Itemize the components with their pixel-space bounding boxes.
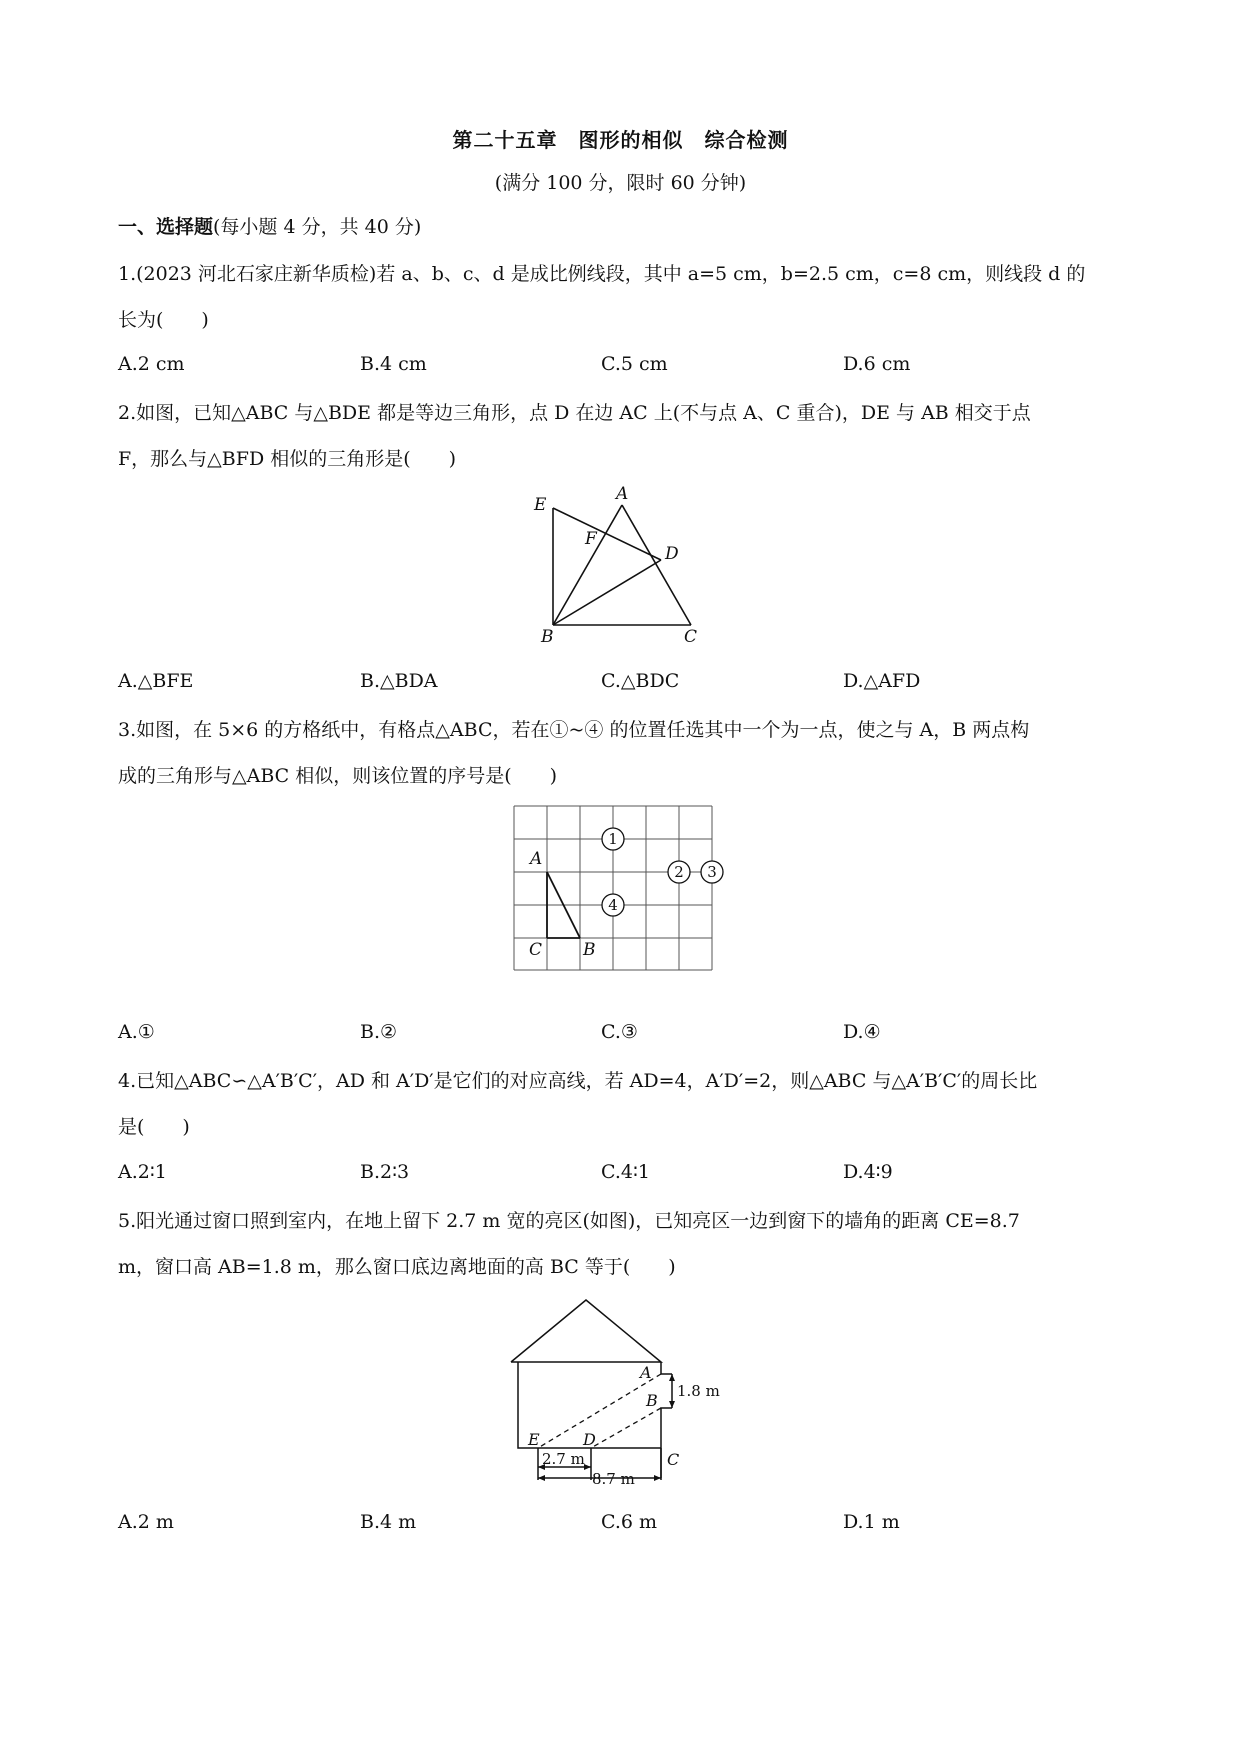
- label-E: E: [534, 495, 547, 515]
- q2-text-line1: 2.如图，已知△ABC 与△BDE 都是等边三角形，点 D 在边 AC 上(不与点 A、C 重合)，DE 与 AB 相交于点: [118, 402, 1031, 424]
- window-top-wall: [661, 1362, 672, 1374]
- q5-option-c: C.6 m: [601, 1511, 658, 1533]
- marker-3-number: 3: [707, 863, 717, 881]
- q4-option-b: B.2∶3: [360, 1161, 410, 1183]
- segment-AC: [622, 505, 691, 625]
- label-A: A: [616, 484, 629, 504]
- label-window-height: 1.8 m: [677, 1382, 720, 1400]
- q5-text-line2: m，窗口高 AB=1.8 m，那么窗口底边离地面的高 BC 等于( ): [118, 1256, 676, 1278]
- q2-option-c: C.△BDC: [601, 670, 680, 692]
- label-D: D: [665, 544, 679, 564]
- label-ce-distance: 8.7 m: [592, 1470, 635, 1488]
- label-C: C: [667, 1450, 680, 1469]
- q4-option-a: A.2∶1: [118, 1161, 167, 1183]
- q4-option-d: D.4∶9: [843, 1161, 893, 1183]
- q2-text-line2: F，那么与△BFD 相似的三角形是( ): [118, 448, 457, 470]
- q5-option-d: D.1 m: [843, 1511, 900, 1533]
- label-bright-zone: 2.7 m: [542, 1450, 585, 1468]
- label-B: B: [583, 940, 596, 960]
- q5-house-figure: [500, 1292, 745, 1492]
- light-ray-top: [538, 1374, 661, 1448]
- segment-ED: [553, 508, 661, 560]
- section-title: 一、选择题: [118, 216, 214, 238]
- q3-text-line1: 3.如图，在 5×6 的方格纸中，有格点△ABC，若在①~④ 的位置任选其中一个为一点，使之与 A，B 两点构: [118, 719, 1030, 741]
- q2-option-b: B.△BDA: [360, 670, 438, 692]
- segment-BA: [553, 505, 622, 625]
- q1-option-b: B.4 cm: [360, 353, 427, 375]
- label-A: A: [640, 1363, 652, 1382]
- q5-option-b: B.4 m: [360, 1511, 417, 1533]
- q3-text-line2: 成的三角形与△ABC 相似，则该位置的序号是( ): [118, 765, 558, 787]
- label-B: B: [541, 627, 554, 647]
- q3-option-b: B.②: [360, 1021, 398, 1043]
- q1-text-line2: 长为( ): [118, 309, 209, 331]
- q1-option-c: C.5 cm: [601, 353, 668, 375]
- marker-4-number: 4: [608, 896, 618, 914]
- q3-option-c: C.③: [601, 1021, 638, 1043]
- page-title: 第二十五章 图形的相似 综合检测: [452, 128, 789, 152]
- q1-option-d: D.6 cm: [843, 353, 911, 375]
- label-D: D: [583, 1430, 596, 1449]
- q5-option-a: A.2 m: [118, 1511, 174, 1533]
- label-A: A: [530, 849, 543, 869]
- q3-grid-figure: [505, 800, 735, 980]
- label-B: B: [646, 1391, 658, 1410]
- label-F: F: [585, 529, 597, 549]
- q4-text-line2: 是( ): [118, 1116, 190, 1138]
- q2-option-a: A.△BFE: [118, 670, 194, 692]
- q3-option-a: A.①: [118, 1021, 155, 1043]
- label-E: E: [528, 1430, 540, 1449]
- q4-option-c: C.4∶1: [601, 1161, 651, 1183]
- q3-option-d: D.④: [843, 1021, 881, 1043]
- marker-1-number: 1: [608, 830, 618, 848]
- section-note: (每小题 4 分，共 40 分): [213, 216, 422, 238]
- light-ray-bottom: [591, 1408, 661, 1448]
- label-C: C: [529, 940, 543, 960]
- segment-BD: [553, 560, 661, 625]
- q2-triangle-figure: [520, 478, 720, 648]
- page-subtitle: (满分 100 分，限时 60 分钟): [494, 172, 747, 194]
- section-heading: [118, 215, 1128, 239]
- q5-text-line1: 5.阳光通过窗口照到室内，在地上留下 2.7 m 宽的亮区(如图)，已知亮区一边到窗下的墙角的距离 CE=8.7: [118, 1210, 1020, 1232]
- q4-text-line1: 4.已知△ABC∽△A′B′C′，AD 和 A′D′是它们的对应高线，若 AD=4，A′D′=2，则△ABC 与△A′B′C′的周长比: [118, 1070, 1038, 1092]
- label-C: C: [684, 627, 698, 647]
- q1-text-line1: 1.(2023 河北石家庄新华质检)若 a、b、c、d 是成比例线段，其中 a=5 cm，b=2.5 cm，c=8 cm，则线段 d 的: [118, 263, 1086, 285]
- q2-option-d: D.△AFD: [843, 670, 921, 692]
- marker-2-number: 2: [674, 863, 684, 881]
- q1-option-a: A.2 cm: [118, 353, 185, 375]
- house-roof: [511, 1300, 661, 1362]
